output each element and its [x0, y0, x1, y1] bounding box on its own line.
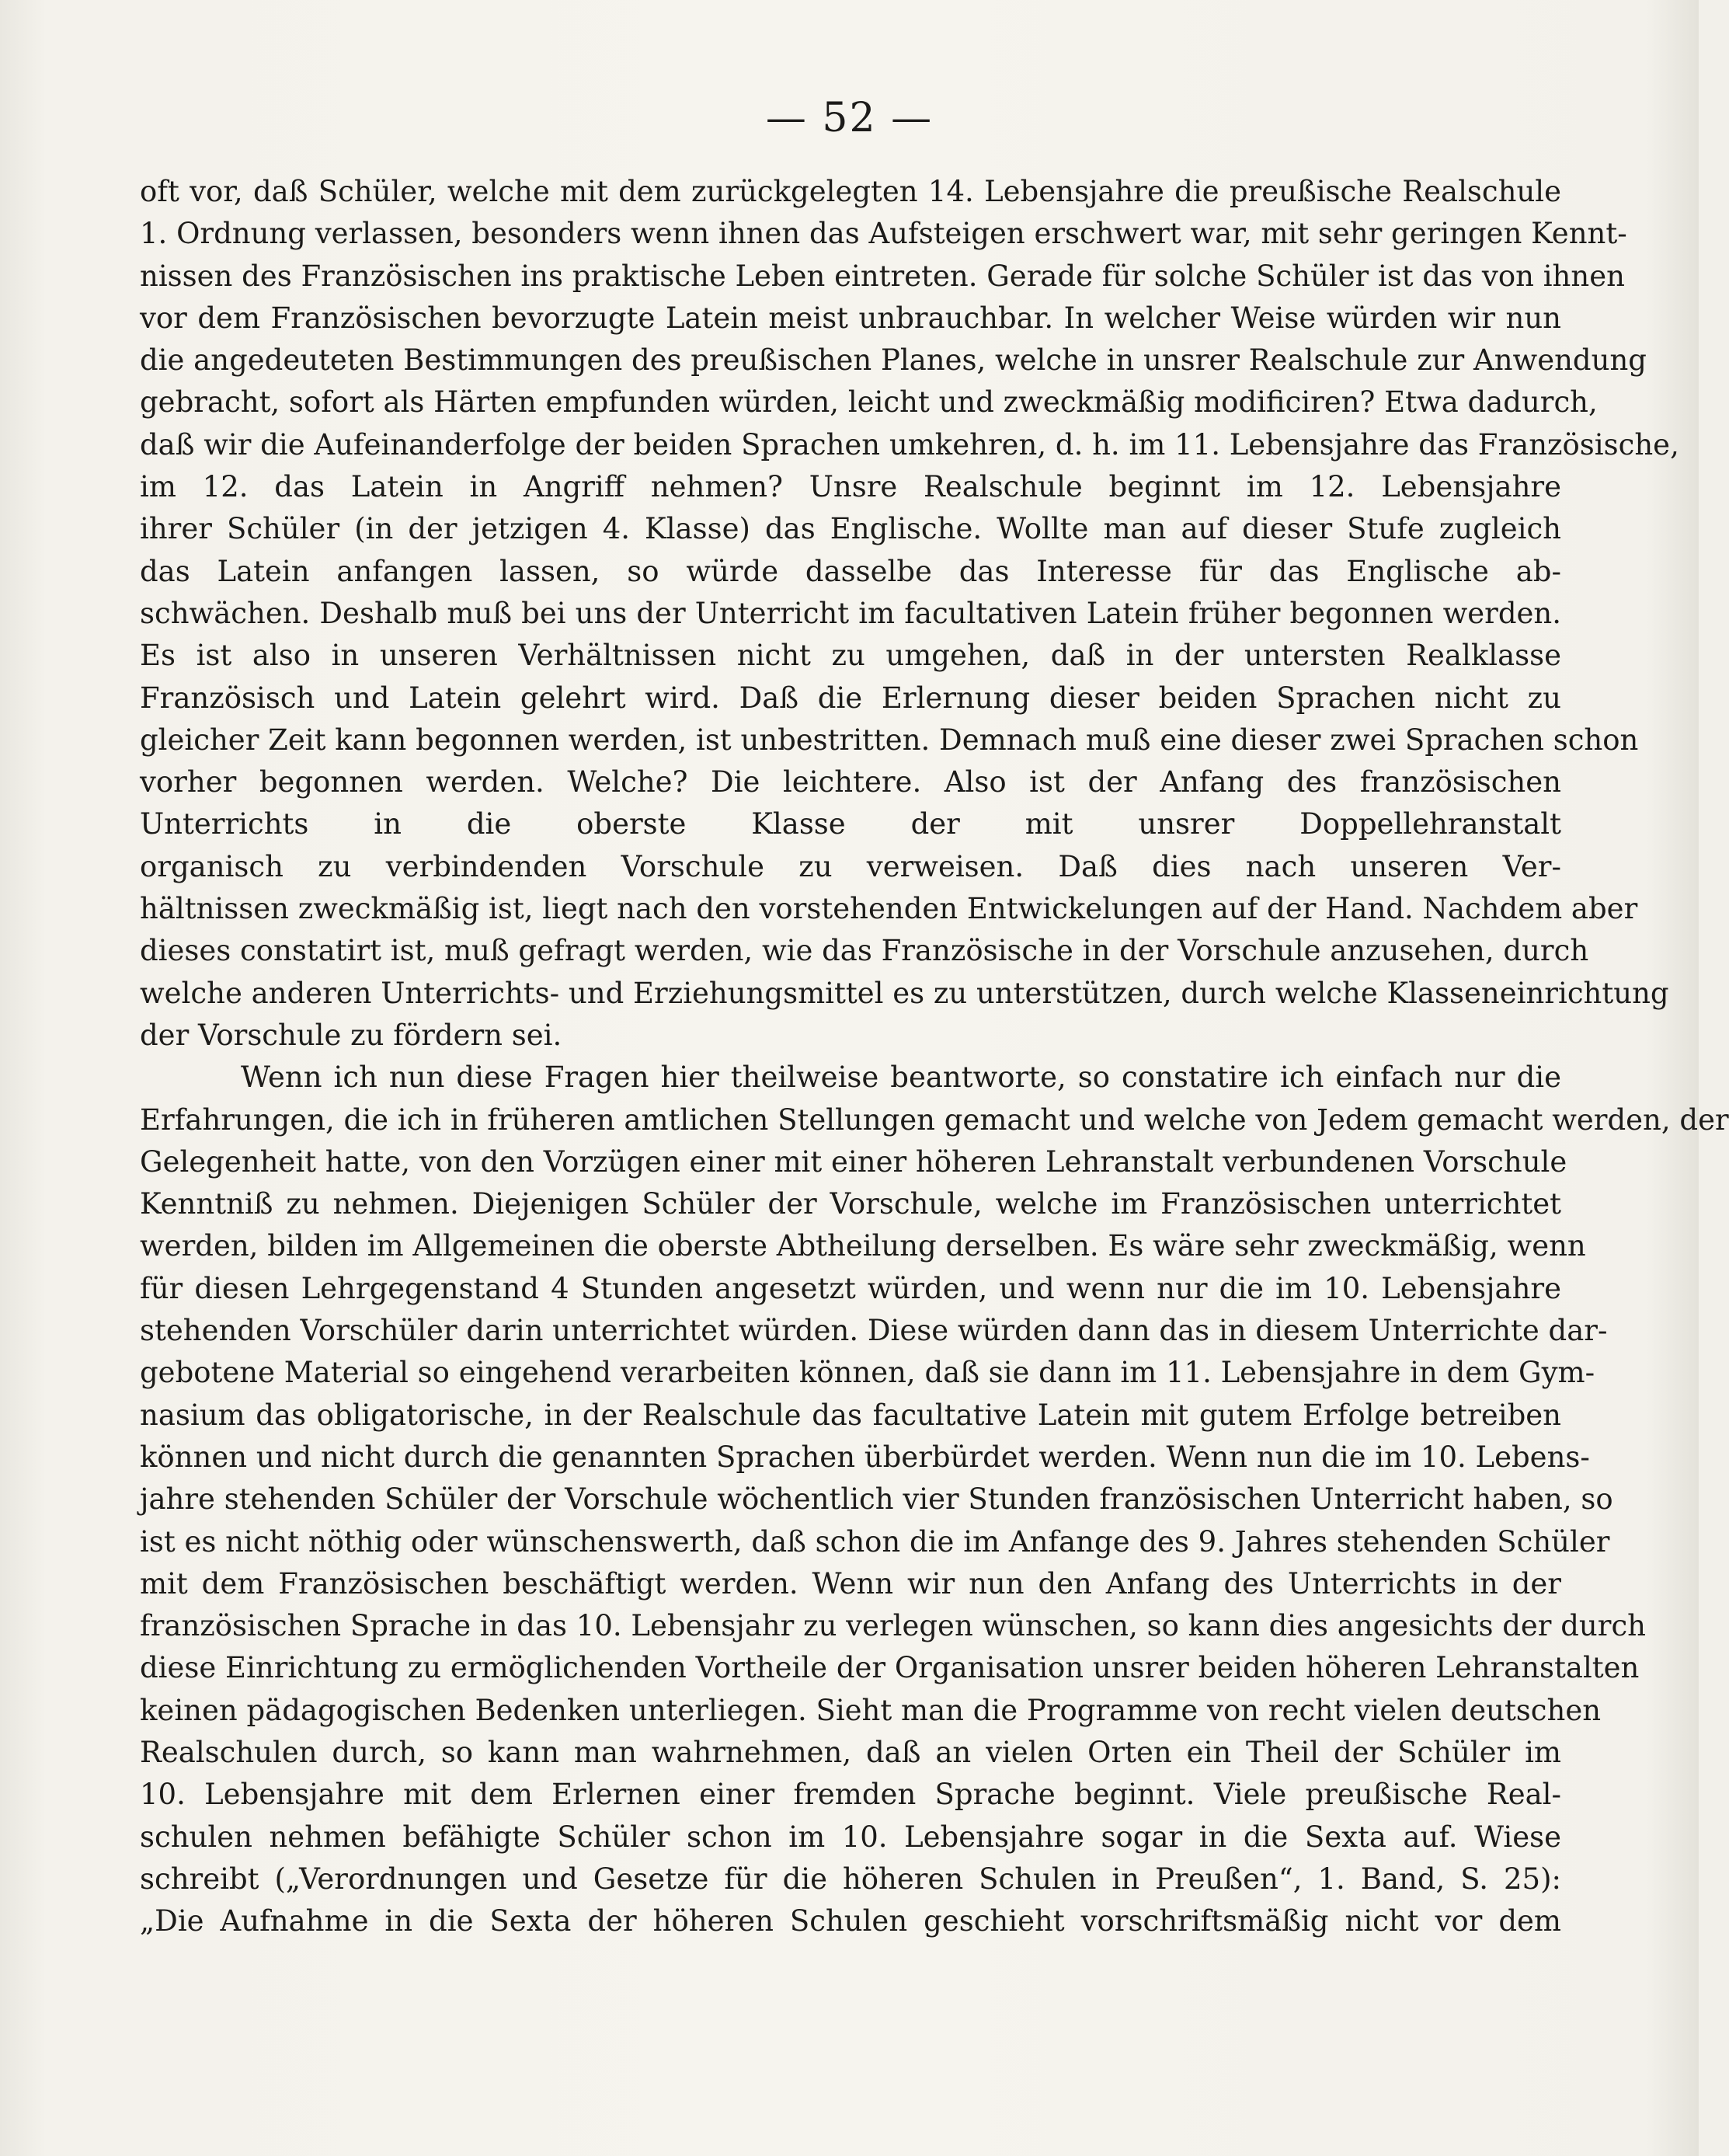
text-line: dieses constatirt ist, muß gefragt werden, wie das Französische in der Vorschule anzusehen, durch [140, 934, 1589, 968]
text-line: Kenntniß zu nehmen. Diejenigen Schüler der Vorschule, welche im Französischen unterrichtet [140, 1187, 1561, 1221]
text-line: für diesen Lehrgegenstand 4 Stunden angesetzt würden, und wenn nur die im 10. Lebensjahre [140, 1271, 1561, 1305]
text-line: ist es nicht nöthig oder wünschenswerth, daß schon die im Anfange des 9. Jahres stehenden Schüler [140, 1524, 1610, 1559]
text-line: französischen Sprache in das 10. Lebensjahr zu verlegen wünschen, so kann dies angesichts der durch [140, 1609, 1646, 1643]
text-line: gebotene Material so eingehend verarbeiten können, daß sie dann im 11. Lebensjahre in dem Gym- [140, 1356, 1595, 1390]
text-line: gleicher Zeit kann begonnen werden, ist unbestritten. Demnach muß eine dieser zwei Sprachen schon [140, 723, 1639, 757]
text-line: mit dem Französischen beschäftigt werden. Wenn wir nun den Anfang des Unterrichts in der [140, 1566, 1561, 1600]
text-line: daß wir die Aufeinanderfolge der beiden Sprachen umkehren, d. h. im 11. Lebensjahre das Französische, [140, 427, 1679, 462]
text-line: die angedeuteten Bestimmungen des preußischen Planes, welche in unsrer Realschule zur Anwendung [140, 343, 1647, 378]
text-line: Unterrichts in die oberste Klasse der mit unsrer Doppellehranstalt [140, 807, 1561, 841]
text-line: gebracht, sofort als Härten empfunden würden, leicht und zweckmäßig modificiren? Etwa dadurch, [140, 385, 1598, 420]
text-line: schwächen. Deshalb muß bei uns der Unterricht im facultativen Latein früher begonnen werden. [140, 596, 1561, 630]
text-line: Erfahrungen, die ich in früheren amtlichen Stellungen gemacht und welche von Jedem gemacht werden, der [140, 1102, 1729, 1137]
text-line: können und nicht durch die genannten Sprachen überbürdet werden. Wenn nun die im 10. Lebens- [140, 1440, 1590, 1474]
text-line: „Die Aufnahme in die Sexta der höheren Schulen geschieht vorschriftsmäßig nicht vor dem [140, 1904, 1561, 1938]
text-line: jahre stehenden Schüler der Vorschule wöchentlich vier Stunden französischen Unterricht haben, so [140, 1482, 1613, 1517]
text-line: Französisch und Latein gelehrt wird. Daß die Erlernung dieser beiden Sprachen nicht zu [140, 681, 1561, 715]
text-line: vor dem Französischen bevorzugte Latein meist unbrauchbar. In welcher Weise würden wir nun [140, 301, 1561, 335]
body-text [140, 171, 1729, 1942]
text-line: 10. Lebensjahre mit dem Erlernen einer fremden Sprache beginnt. Viele preußische Real- [140, 1778, 1561, 1812]
text-line: Realschulen durch, so kann man wahrnehmen, daß an vielen Orten ein Theil der Schüler im [140, 1735, 1561, 1769]
page-number: — 52 — [765, 95, 934, 141]
text-line: Wenn ich nun diese Fragen hier theilweise beantworte, so constatire ich einfach nur die [241, 1061, 1561, 1095]
text-line: vorher begonnen werden. Welche? Die leichtere. Also ist der Anfang des französischen [140, 765, 1561, 799]
text-line: schreibt („Verordnungen und Gesetze für die höheren Schulen in Preußen“, 1. Band, S. 25): [140, 1862, 1561, 1896]
text-line: das Latein anfangen lassen, so würde dasselbe das Interesse für das Englische ab- [140, 554, 1561, 588]
text-line: Es ist also in unseren Verhältnissen nicht zu umgehen, daß in der untersten Realklasse [140, 639, 1561, 673]
text-line: stehenden Vorschüler darin unterrichtet würden. Diese würden dann das in diesem Unterrichte dar- [140, 1314, 1608, 1348]
text-line: oft vor, daß Schüler, welche mit dem zurückgelegten 14. Lebensjahre die preußische Realschule [140, 175, 1561, 208]
text-line: ihrer Schüler (in der jetzigen 4. Klasse) das Englische. Wollte man auf dieser Stufe zugleich [140, 512, 1561, 546]
text-line: hältnissen zweckmäßig ist, liegt nach den vorstehenden Entwickelungen auf der Hand. Nachdem aber [140, 892, 1638, 926]
text-line: werden, bilden im Allgemeinen die oberste Abtheilung derselben. Es wäre sehr zweckmäßig, wenn [140, 1229, 1586, 1263]
text-line: 1. Ordnung verlassen, besonders wenn ihnen das Aufsteigen erschwert war, mit sehr geringen Kennt- [140, 217, 1627, 251]
text-line: welche anderen Unterrichts- und Erziehungsmittel es zu unterstützen, durch welche Klasseneinrichtung [140, 976, 1669, 1010]
text-line: organisch zu verbindenden Vorschule zu verweisen. Daß dies nach unseren Ver- [140, 849, 1561, 883]
text-line: schulen nehmen befähigte Schüler schon im 10. Lebensjahre sogar in die Sexta auf. Wiese [140, 1820, 1561, 1854]
text-line: diese Einrichtung zu ermöglichenden Vortheile der Organisation unsrer beiden höheren Lehranstalten [140, 1651, 1640, 1685]
text-line: Gelegenheit hatte, von den Vorzügen einer mit einer höheren Lehranstalt verbundenen Vorschule [140, 1144, 1567, 1179]
text-line: nissen des Französischen ins praktische Leben eintreten. Gerade für solche Schüler ist das von ihnen [140, 259, 1625, 293]
text-line: der Vorschule zu fördern sei. [140, 1018, 562, 1052]
text-line: im 12. das Latein in Angriff nehmen? Unsre Realschule beginnt im 12. Lebensjahre [140, 470, 1561, 504]
text-line: keinen pädagogischen Bedenken unterliegen. Sieht man die Programme von recht vielen deutschen [140, 1693, 1602, 1727]
text-line: nasium das obligatorische, in der Realschule das facultative Latein mit gutem Erfolge betreiben [140, 1398, 1561, 1432]
